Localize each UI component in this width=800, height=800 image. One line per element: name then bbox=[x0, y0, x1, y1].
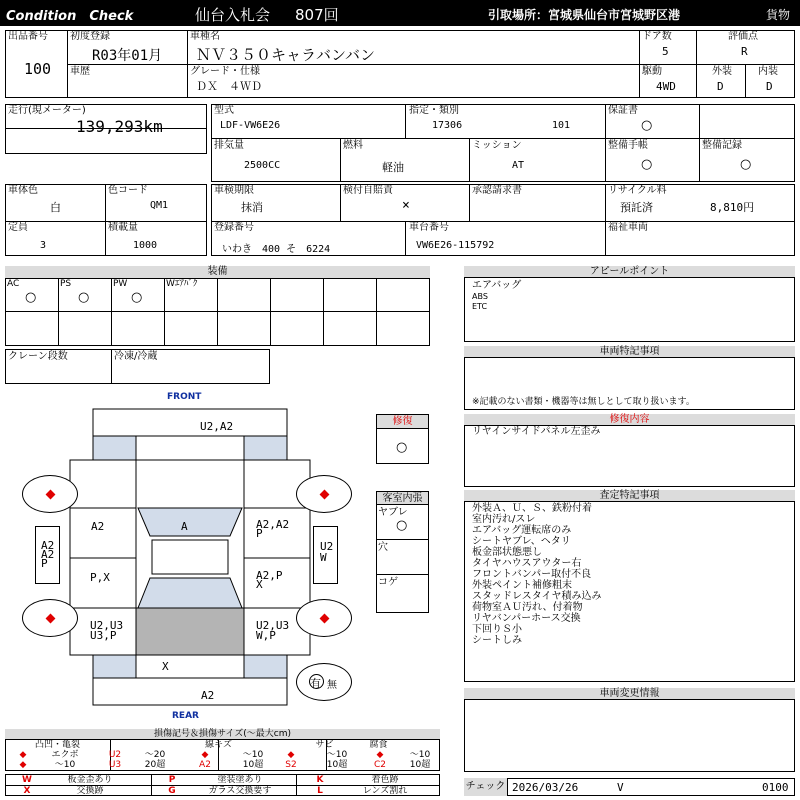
grade-label: グレード・仕様 bbox=[190, 66, 260, 77]
equip-pw-label: PW bbox=[113, 279, 128, 289]
drive-label: 駆動 bbox=[642, 66, 662, 77]
venue-name: 仙台入札会 bbox=[195, 6, 271, 24]
car-diagram bbox=[60, 405, 320, 710]
legend-text: 10超 bbox=[409, 760, 431, 770]
doors-value: 5 bbox=[662, 45, 669, 58]
legend-group-scratch: 線キズ bbox=[205, 740, 232, 750]
damage-right-side: U2 W bbox=[320, 540, 334, 564]
code-l-text: レンズ割れ bbox=[362, 786, 408, 796]
capacity-label: 定員 bbox=[8, 222, 28, 233]
model-value: ＮＶ３５０キャラバンバン bbox=[196, 46, 375, 64]
damage-left-front: A2 bbox=[91, 520, 105, 533]
damage-top-center: U2,A2 bbox=[200, 420, 234, 433]
color-value: 白 bbox=[50, 201, 61, 214]
code-value: QM1 bbox=[150, 200, 169, 211]
legend-text: 10超 bbox=[242, 760, 264, 770]
code-w-text: 板金歪あり bbox=[67, 775, 113, 785]
type-label: 型式 bbox=[214, 105, 234, 116]
insurance-label: 検付自賠責 bbox=[343, 185, 393, 196]
cabin-tear-label: ヤブレ bbox=[378, 507, 408, 518]
legend-group-rust: サビ bbox=[315, 740, 334, 750]
repair-content-title: 修復内容 bbox=[464, 414, 795, 426]
code-label: 色コード bbox=[108, 185, 148, 196]
code-p: P bbox=[168, 775, 176, 785]
int-value: D bbox=[766, 80, 773, 93]
score-value: R bbox=[741, 45, 748, 58]
code-g-text: ガラス交換要す bbox=[208, 786, 272, 796]
front-label: FRONT bbox=[167, 392, 202, 402]
equip-ac-label: AC bbox=[7, 279, 20, 289]
reg-value: R03年01月 bbox=[92, 48, 163, 64]
legend-sym: C2 bbox=[373, 760, 386, 770]
check-mark: V bbox=[617, 781, 624, 794]
code-g: G bbox=[168, 786, 176, 796]
code-k-text: 着色跡 bbox=[371, 775, 399, 785]
special-note: ※記載のない書類・機器等は無しとして取り扱います。 bbox=[472, 397, 695, 407]
chassis-label: 車台番号 bbox=[409, 222, 449, 233]
legend-text: 〜10 bbox=[326, 750, 348, 760]
capacity-box bbox=[5, 221, 207, 256]
damage-left-mid: P,X bbox=[90, 571, 110, 584]
color-label: 車体色 bbox=[8, 185, 38, 196]
inspector-note: 荷物室ＡＵ汚れ、付着物 bbox=[472, 602, 583, 613]
code-x: X bbox=[23, 786, 31, 796]
repair-content-text: リヤインサイドパネル左歪み bbox=[472, 426, 601, 437]
inspect-label: 車検期限 bbox=[214, 185, 254, 196]
legend-sym: S2 bbox=[285, 760, 297, 770]
vehicle-category: 貨物 bbox=[766, 8, 791, 22]
wheel-front-right bbox=[296, 475, 352, 513]
freezer-label: 冷凍/冷蔵 bbox=[114, 351, 158, 362]
warranty-label: 保証書 bbox=[608, 105, 638, 116]
equip-pw-mark: ○ bbox=[131, 290, 143, 305]
inspect-value: 抹消 bbox=[241, 201, 263, 214]
wheel-front-left bbox=[22, 475, 78, 513]
legend-sym: ◆ bbox=[287, 750, 295, 760]
appeal-item: エアバッグ bbox=[472, 280, 522, 291]
inspector-note: シートヤブレ、ヘタリ bbox=[472, 536, 571, 547]
repair-title: 修復 bbox=[377, 415, 428, 429]
ext-value: D bbox=[717, 80, 724, 93]
code-x-text: 交換跡 bbox=[76, 786, 104, 796]
special-title: 車両特記事項 bbox=[464, 346, 795, 358]
cabin-burn-label: コゲ bbox=[378, 577, 398, 588]
grade-value: ＤＸ ４ＷＤ bbox=[196, 80, 262, 93]
plate-label: 登録番号 bbox=[214, 222, 254, 233]
load-label: 積載量 bbox=[108, 222, 138, 233]
damage-left-rear: U2,U3 U3,P bbox=[90, 619, 124, 642]
doors-label: ドア数 bbox=[642, 31, 672, 42]
damage-roof: A bbox=[181, 520, 188, 533]
appeal-item: ABS bbox=[472, 292, 488, 301]
check-number: 0100 bbox=[762, 781, 789, 794]
recycle-amount: 8,810円 bbox=[710, 201, 755, 214]
mileage-label: 走行(現メーター) bbox=[8, 105, 86, 116]
inspector-note: 室内汚れ/スレ bbox=[472, 514, 536, 525]
equip-ps-mark: ○ bbox=[78, 290, 90, 305]
equip-wairbag-label: Wｴｱﾊﾞｸ bbox=[166, 279, 198, 289]
spec-label: 指定・類別 bbox=[409, 105, 459, 116]
damage-rear-center: X bbox=[162, 660, 169, 673]
inspector-note: シートしみ bbox=[472, 635, 522, 646]
legend-text: 〜10 bbox=[242, 750, 264, 760]
inspector-note: 下回りＳ小 bbox=[472, 624, 522, 635]
capacity-value: 3 bbox=[40, 240, 47, 251]
legend-text: 〜10 bbox=[409, 750, 431, 760]
legend-sym: U3 bbox=[108, 760, 122, 770]
record-mark: ○ bbox=[740, 157, 752, 172]
change-panel bbox=[464, 688, 795, 772]
plate-value: いわき 400 そ 6224 bbox=[222, 244, 331, 255]
legend-text: 〜10 bbox=[54, 760, 76, 770]
inspector-title: 査定特記事項 bbox=[464, 490, 795, 502]
mission-label: ミッション bbox=[472, 140, 522, 151]
legend-group-corrosion: 腐食 bbox=[369, 740, 388, 750]
fuel-value: 軽油 bbox=[382, 161, 404, 174]
appeal-title: アピールポイント bbox=[464, 266, 795, 278]
exhibit-value: 100 bbox=[24, 60, 52, 78]
code-p-text: 塗装塗あり bbox=[217, 775, 263, 785]
inspector-note: タイヤハウスアウター右 bbox=[472, 558, 582, 569]
manual-label: 整備手帳 bbox=[608, 140, 648, 151]
code-l: L bbox=[317, 786, 323, 796]
legend-sym: ◆ bbox=[201, 750, 209, 760]
legend-text: 10超 bbox=[326, 760, 348, 770]
manual-mark: ○ bbox=[641, 157, 653, 172]
spare-none: 無 bbox=[327, 680, 337, 691]
cabin-hole-label: 穴 bbox=[378, 542, 388, 553]
legend-group-dent: 凸凹・亀裂 bbox=[34, 740, 80, 750]
inspector-note: エアバッグ運転席のみ bbox=[472, 525, 572, 536]
legend-sym: ◆ bbox=[376, 750, 384, 760]
legend-text: 〜20 bbox=[144, 750, 166, 760]
exhibit-label: 出品番号 bbox=[8, 31, 48, 42]
history-label: 車歴 bbox=[70, 66, 90, 77]
check-date: 2026/03/26 bbox=[512, 781, 579, 794]
check-label: チェック bbox=[464, 778, 508, 796]
spare-yes: 有 bbox=[310, 677, 321, 690]
spec-value-2: 101 bbox=[552, 120, 571, 131]
warranty-mark: ○ bbox=[641, 118, 653, 133]
recycle-status: 預託済 bbox=[620, 201, 653, 214]
inspector-notes bbox=[472, 503, 602, 646]
record-label: 整備記録 bbox=[702, 140, 742, 151]
pickup-location: 引取場所：宮城県仙台市宮城野区港 bbox=[488, 8, 681, 22]
equip-ac-mark: ○ bbox=[25, 290, 37, 305]
damage-bottom: A2 bbox=[201, 689, 215, 702]
legend-text: 20超 bbox=[144, 760, 166, 770]
damage-right-rear: U2,U3 W,P bbox=[256, 619, 290, 642]
legend-sym: ◆ bbox=[19, 750, 27, 760]
ext-label: 外装 bbox=[712, 66, 732, 77]
fuel-label: 燃料 bbox=[343, 140, 363, 151]
mileage-value: 139,293km bbox=[76, 117, 163, 136]
disp-label: 排気量 bbox=[214, 140, 244, 151]
rear-label: REAR bbox=[172, 711, 199, 721]
wheel-rear-right bbox=[296, 599, 352, 637]
change-title: 車両変更情報 bbox=[464, 688, 795, 700]
legend-sym: U2 bbox=[108, 750, 122, 760]
brand-title: Condition Check bbox=[6, 9, 134, 24]
inspector-note: 外装ペイント補修粗末 bbox=[472, 580, 572, 591]
code-k: K bbox=[316, 775, 324, 785]
insurance-value: × bbox=[402, 198, 410, 213]
model-label: 車種名 bbox=[190, 31, 220, 42]
disp-value: 2500CC bbox=[244, 160, 281, 171]
type-value: LDF-VW6E26 bbox=[220, 120, 281, 131]
lot-number: 807回 bbox=[295, 6, 339, 24]
reg-label: 初度登録 bbox=[70, 31, 110, 42]
spec-value-1: 17306 bbox=[432, 120, 463, 131]
chassis-value: VW6E26-115792 bbox=[416, 240, 495, 251]
repair-mark: ○ bbox=[396, 440, 408, 455]
approval-label: 承認請求書 bbox=[472, 185, 522, 196]
equipment-title: 装備 bbox=[5, 266, 430, 279]
recycle-label: リサイクル料 bbox=[608, 185, 667, 196]
int-label: 内装 bbox=[758, 66, 778, 77]
welfare-label: 福祉車両 bbox=[608, 222, 648, 233]
legend-sym: A2 bbox=[199, 760, 211, 770]
load-value: 1000 bbox=[133, 240, 158, 251]
cabin-title: 客室内張 bbox=[377, 492, 428, 505]
score-label: 評価点 bbox=[728, 31, 758, 42]
equip-ps-label: PS bbox=[60, 279, 72, 289]
inspector-note: スタッドレスタイヤ積み込み bbox=[472, 591, 602, 602]
spare-tire bbox=[296, 663, 352, 701]
mission-value: AT bbox=[512, 160, 525, 171]
damage-left-side: A2 A2 P bbox=[41, 539, 55, 570]
wheel-rear-left bbox=[22, 599, 78, 637]
legend-sym: ◆ bbox=[19, 760, 27, 770]
damage-right-front: A2,A2 P bbox=[256, 518, 290, 540]
appeal-item: ETC bbox=[472, 302, 488, 311]
inspector-note: 外装Ａ、Ｕ、Ｓ、鉄粉付着 bbox=[472, 503, 592, 514]
inspector-note: リヤバンパーホース交換 bbox=[472, 613, 581, 624]
inspector-note: フロントバンパー取付不良 bbox=[472, 569, 592, 580]
legend-title: 損傷記号＆損傷サイズ(〜最大cm) bbox=[5, 729, 440, 740]
inspector-note: 板金部状態悪し bbox=[472, 547, 542, 558]
drive-value: 4WD bbox=[656, 80, 676, 93]
cabin-tear-mark: ○ bbox=[396, 518, 408, 533]
legend-text: エクボ bbox=[51, 750, 79, 760]
damage-right-mid: A2,P X bbox=[256, 569, 283, 591]
crane-label: クレーン段数 bbox=[8, 351, 68, 362]
code-w: W bbox=[22, 775, 32, 785]
